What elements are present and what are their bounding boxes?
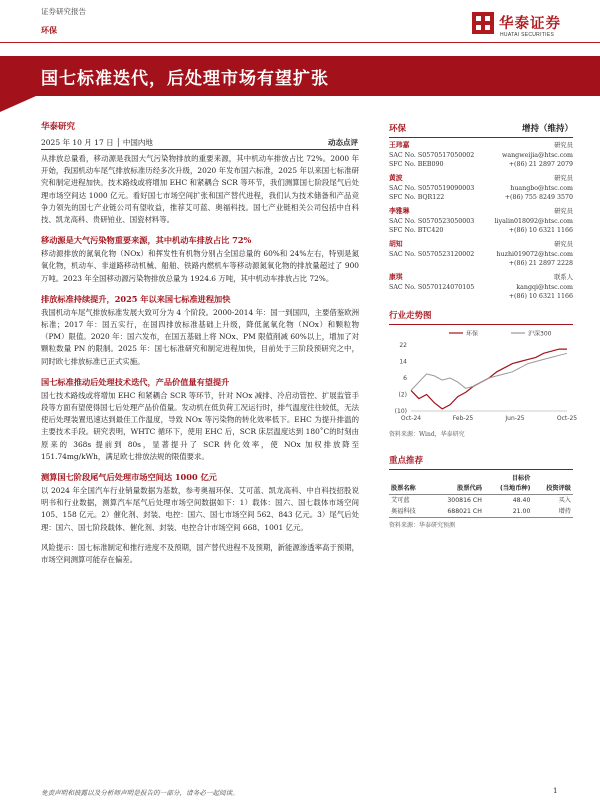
section-body-1: 移动源排放的氮氧化物（NOx）和挥发性有机物分别占全国总量的 60%和 24%左右，特别是氮氧化物，机动车、非道路移动机械、船舶、铁路内燃机车等移动源氮氧化物的排放量超过了 900 万吨。2023 年全国移动源污染物排放总量为 1924.6 万吨，其中机动车排放占比 72%。 bbox=[41, 249, 359, 283]
investment-rating: 增持 bbox=[558, 508, 571, 515]
table-row bbox=[389, 506, 573, 518]
analyst-email[interactable]: huzhi019072@htsc.com bbox=[496, 251, 573, 258]
analyst-name: 胡知 bbox=[389, 240, 403, 248]
report-type: 证券研究报告 bbox=[41, 7, 86, 16]
x-tick-label: Oct-24 bbox=[400, 415, 422, 422]
column-header: 股票代码 bbox=[457, 485, 482, 492]
report-title: 国七标准迭代，后处理市场有望扩张 bbox=[41, 69, 329, 89]
page-number: 1 bbox=[553, 787, 558, 795]
analyst-phone: +(86) 755 8249 3570 bbox=[504, 194, 573, 201]
analyst-email[interactable]: liyalin018092@htsc.com bbox=[494, 218, 573, 225]
analyst-sac: SAC No. S0570517050002 bbox=[389, 152, 475, 159]
analyst-card bbox=[389, 141, 573, 171]
logo-text-cn: 华泰证券 bbox=[499, 16, 561, 32]
analyst-list bbox=[389, 141, 573, 303]
section-heading-1: 移动源是大气污染物重要来源，其中机动车排放占比 72% bbox=[41, 235, 252, 246]
brand-logo bbox=[472, 10, 582, 42]
sector-label: 环保 bbox=[41, 25, 57, 35]
industry-trend-chart bbox=[389, 327, 578, 427]
analyst-sfc: SFC No. BEB090 bbox=[389, 161, 444, 168]
section-heading-2: 排放标准持续提升，2025 年以来国七标准进程加快 bbox=[41, 293, 231, 304]
stock-name: 奥福科技 bbox=[391, 508, 416, 515]
y-tick-label: 6 bbox=[403, 375, 407, 382]
analyst-role: 研究员 bbox=[554, 142, 573, 149]
legend-label: 沪深300 bbox=[528, 330, 552, 338]
section-body-4: 以 2024 年全国汽车行业销量数据为基数，参考奥福环保、艾可蓝、凯龙高科、中自科技招股说明书和行业数据，测算汽车尾气后处理市场空间数据如下：1）载体：国六、国七载体市场空间 105、158 亿元。2）催化剂、封装、电控：国六、国七市场空间 562、843 亿元。3）尾气后处理：国六、国七阶段载体、催化剂、封装、电控合计市场空间 668、1001 亿元。 bbox=[41, 486, 359, 532]
legend-label: 环保 bbox=[466, 330, 479, 338]
analyst-email[interactable]: huangbo@htsc.com bbox=[510, 185, 573, 192]
analyst-email[interactable]: wangweijia@htsc.com bbox=[501, 152, 573, 159]
analyst-email[interactable]: kangqi@htsc.com bbox=[516, 284, 573, 291]
report-date: 2025 年 10 月 17 日 │ 中国内地 bbox=[41, 138, 153, 147]
section-body-3: 国七技术路线或将增加 EHC 和紧耦合 SCR 等环节，针对 NOx 减排、冷启动管控、扩展监管手段等方面有望使得国七后处理产品价值量。发动机在低负荷工况运行时，排气温度往往较低，无法使后处理装置迅速达到最佳工作温度，导致 NOx 等污染物的转化效率低下。EHC 为提升排温的主要技术手段。研究表明，WHTC 循环下，使用 EHC 后，SCR 床层温度达到 180˚C的时刻由原来的 368s 提前到 80s，显著提升了 SCR 转化效率，使 NOx 加权排放降至 151.74mg/kWh，满足欧七排放法规的限值要求。 bbox=[41, 390, 359, 461]
logo-text-en: HUATAI SECURITIES bbox=[500, 32, 555, 38]
column-header: 投资评级 bbox=[546, 485, 571, 492]
x-tick-label: Feb-25 bbox=[452, 415, 474, 422]
y-tick-label: 14 bbox=[399, 358, 407, 366]
trend-chart-heading: 行业走势图 bbox=[389, 309, 573, 325]
meta-divider bbox=[41, 149, 359, 150]
series-line-1 bbox=[411, 349, 567, 409]
target-price: 21.00 bbox=[512, 508, 531, 515]
analyst-name: 康琪 bbox=[389, 273, 403, 281]
table-header bbox=[389, 484, 573, 495]
analyst-role: 研究员 bbox=[554, 175, 573, 182]
analyst-name: 王玮嘉 bbox=[389, 141, 410, 149]
sidebar bbox=[389, 120, 578, 529]
x-tick-label: Jun-25 bbox=[505, 415, 525, 422]
title-band bbox=[0, 56, 600, 96]
analyst-sfc: SFC No. BTC420 bbox=[389, 227, 444, 234]
analyst-name: 李雅琳 bbox=[389, 207, 410, 215]
target-price-header: 目标价 bbox=[511, 475, 531, 482]
analyst-role: 研究员 bbox=[554, 241, 573, 248]
analyst-phone: +(86) 21 2897 2079 bbox=[508, 161, 573, 168]
title-band-decoration bbox=[0, 96, 36, 112]
table-source: 资料来源：华泰研究预测 bbox=[389, 522, 456, 529]
rating-value: 增持（维持） bbox=[521, 124, 573, 134]
target-price: 48.40 bbox=[512, 497, 531, 504]
report-kind: 动态点评 bbox=[328, 138, 358, 147]
y-tick-label: 22 bbox=[399, 342, 407, 349]
recommend-heading: 重点推荐 bbox=[389, 454, 573, 470]
analyst-card bbox=[389, 273, 573, 303]
section-heading-3: 国七标准推动后处理技术迭代，产品价值量有望提升 bbox=[41, 376, 230, 387]
stock-name: 艾可蓝 bbox=[391, 497, 410, 504]
table-row bbox=[389, 495, 573, 507]
logo-mark-icon bbox=[472, 12, 494, 34]
rating-sector: 环保 bbox=[389, 124, 407, 134]
y-tick-label: (10) bbox=[394, 408, 407, 415]
analyst-card bbox=[389, 174, 573, 204]
analyst-phone: +(86) 10 6321 1166 bbox=[508, 227, 573, 234]
intro-paragraph: 从排放总量看，移动源是我国大气污染物排放的重要来源，其中机动车排放占比 72%。2000 年开始，我国机动车尾气排放标准历经多次升级，2020 年发布国六标准，2025 年以来国七标准研究和制定进程加快。技术路线或将增加 EHC 和紧耦合 SCR 等环节，我们测算国七阶段尾气后处理市场空间达 1000 亿元。看好国七市场空间扩张和国产替代进程，我们认为技术储备和产品竞争力领先的国七产业链公司有望收益，推荐艾可蓝、奥福科技。国七产业链相关公司包括中自科技、凯龙高科、贵研铂业、国瓷材料等。 bbox=[41, 154, 359, 225]
analyst-sac: SAC No. S0570523050003 bbox=[389, 218, 475, 225]
analyst-role: 联系人 bbox=[554, 274, 573, 281]
research-org: 华泰研究 bbox=[41, 122, 76, 132]
footer-disclaimer: 免责声明和披露以及分析师声明是报告的一部分，请务必一起阅读。 bbox=[41, 789, 239, 797]
analyst-phone: +(86) 21 2897 2228 bbox=[508, 260, 573, 267]
analyst-name: 黄波 bbox=[389, 174, 403, 182]
series-line-2 bbox=[411, 353, 567, 390]
stock-code: 300816 CH bbox=[447, 497, 482, 504]
analyst-role: 研究员 bbox=[554, 208, 573, 215]
analyst-sac: SAC No. S0570523120002 bbox=[389, 251, 475, 258]
analyst-card bbox=[389, 240, 573, 270]
header-divider bbox=[0, 42, 600, 43]
y-tick-label: (2) bbox=[398, 391, 407, 399]
column-header: 股票名称 bbox=[391, 485, 416, 492]
investment-rating: 买入 bbox=[558, 497, 571, 504]
section-body-2: 我国机动车尾气排放标准发展大致可分为 4 个阶段。2000-2014 年：国一到国四，主要借鉴欧洲标准；2017 年：国五实行，在国四排放标准基础上升级，降低氮氧化物（NOx）和颗粒物（PM）限值。2020 年：国六发布，在国五基础上将 NOx、PM 限值削减 60%以上，增加了对颗粒数量 PN 的限制。2025 年：国七标准研究和制定进程加快，目前处于三阶段预研究之中，同时欧七排放标准已正式实施。 bbox=[41, 307, 359, 366]
main-content bbox=[41, 153, 359, 566]
risk-warning: 风险提示：国七标准制定和推行进度不及预期，国产替代进程不及预期，新能源渗透率高于预期，市场空间测算可能存在偏差。 bbox=[41, 542, 359, 565]
stock-code: 688021 CH bbox=[447, 508, 482, 515]
analyst-sac: SAC No. S0570519090003 bbox=[389, 185, 475, 192]
column-header: (当地币种) bbox=[500, 485, 531, 492]
recommend-table bbox=[389, 474, 573, 518]
analyst-sac: SAC No. S0570124070105 bbox=[389, 284, 475, 291]
section-heading-4: 测算国七阶段尾气后处理市场空间达 1000 亿元 bbox=[41, 472, 217, 483]
rating-row bbox=[389, 120, 573, 138]
chart-source: 资料来源：Wind，华泰研究 bbox=[389, 431, 465, 438]
trend-chart-svg bbox=[389, 327, 578, 427]
analyst-card bbox=[389, 207, 573, 237]
table-header-top bbox=[389, 474, 573, 484]
analyst-phone: +(86) 10 6321 1166 bbox=[508, 293, 573, 300]
analyst-sfc: SFC No. BQR122 bbox=[389, 194, 445, 201]
x-tick-label: Oct-25 bbox=[556, 415, 578, 422]
